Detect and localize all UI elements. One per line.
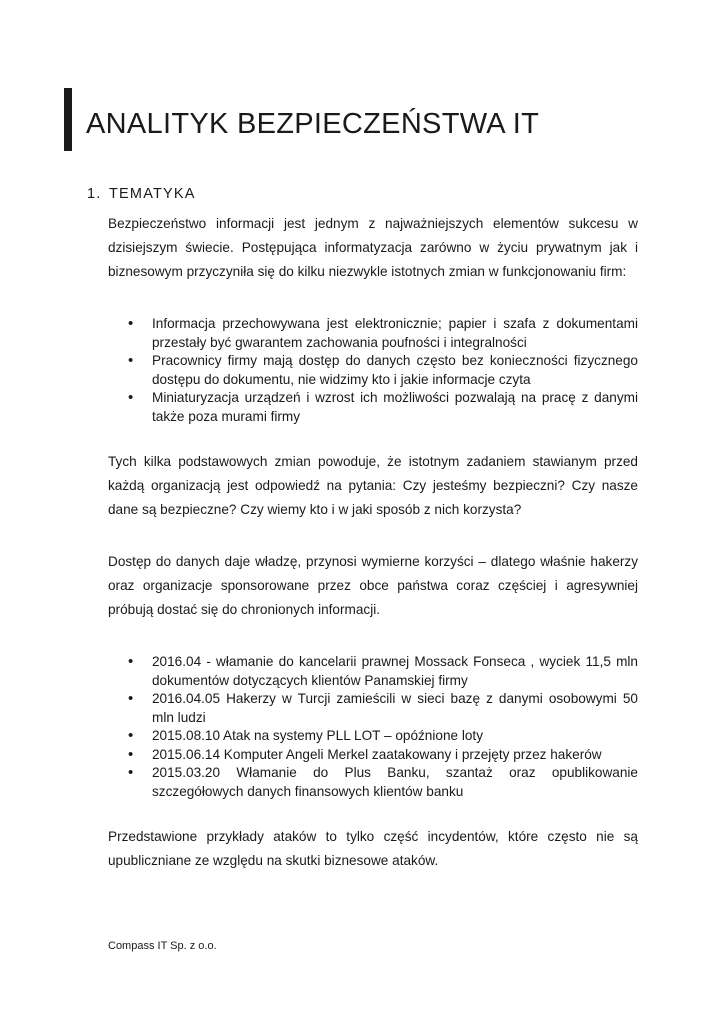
title-accent-bar [64, 88, 72, 151]
list-item: • 2016.04 - włamanie do kancelarii prawnej Mossack Fonseca , wyciek 11,5 mln dokumentów dotyczących klientów Panamskiej firmy [108, 653, 638, 690]
incidents-list [108, 653, 638, 801]
list-item: • Pracownicy firmy mają dostęp do danych często bez konieczności fizycznego dostępu do dokumentu, nie widzimy kto i jakie informacje czyta [108, 352, 638, 389]
intro-paragraph: Bezpieczeństwo informacji jest jednym z najważniejszych elementów sukcesu w dzisiejszym świecie. Postępująca informatyzacja zarówno w życiu prywatnym jak i biznesowym przyczyniła się do kilku niezwykle istotnych zmian w funkcjonowaniu firm: [108, 216, 638, 279]
section-heading [87, 186, 196, 202]
list-item: • 2016.04.05 Hakerzy w Turcji zamieścili w sieci bazę z danymi osobowymi 50 mln ludzi [108, 690, 638, 727]
list-item: • Miniaturyzacja urządzeń i wzrost ich możliwości pozwalają na pracę z danymi także poza murami firmy [108, 389, 638, 426]
changes-list [108, 315, 638, 426]
footer-company: Compass IT Sp. z o.o. [108, 940, 217, 952]
conclusion-paragraph: Przedstawione przykłady ataków to tylko część incydentów, które często nie są upubliczniane ze względu na skutki biznesowe ataków. [108, 829, 638, 868]
power-paragraph: Dostęp do danych daje władzę, przynosi wymierne korzyści – dlatego właśnie hakerzy oraz organizacje sponsorowane przez obce państwa coraz częściej i agresywniej próbują dostać się do chronionych informacji. [108, 554, 638, 617]
list-item: • 2015.08.10 Atak na systemy PLL LOT – opóźnione loty [108, 727, 638, 746]
questions-paragraph: Tych kilka podstawowych zmian powoduje, że istotnym zadaniem stawianym przed każdą organizacją jest odpowiedź na pytania: Czy jesteśmy bezpieczni? Czy nasze dane są bezpieczne? Czy wiemy kto i w jaki sposób z nich korzysta? [108, 454, 638, 517]
page-title: ANALITYK BEZPIECZEŃSTWA IT [86, 108, 540, 140]
list-item: • Informacja przechowywana jest elektronicznie; papier i szafa z dokumentami przestały być gwarantem zachowania poufności i integralności [108, 315, 638, 352]
list-item: • 2015.03.20 Włamanie do Plus Banku, szantaż oraz opublikowanie szczegółowych danych finansowych klientów banku [108, 764, 638, 801]
section-number: 1. [87, 186, 102, 202]
list-item: • 2015.06.14 Komputer Angeli Merkel zaatakowany i przejęty przez hakerów [108, 746, 638, 765]
section-label: TEMATYKA [109, 186, 196, 202]
